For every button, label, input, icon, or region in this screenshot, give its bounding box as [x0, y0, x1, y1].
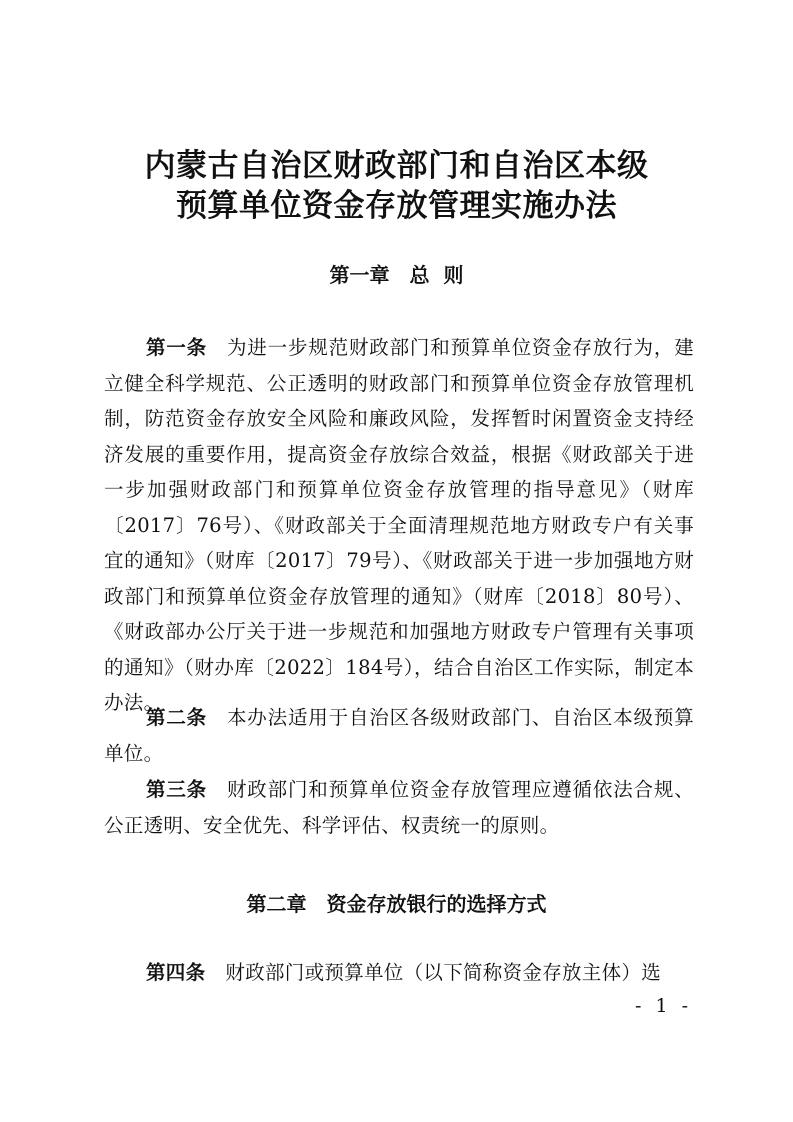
document-title-line-1: 内蒙古自治区财政部门和自治区本级	[144, 148, 649, 184]
chapter-1-heading: 第一章 总 则	[329, 263, 464, 287]
article-2-label: 第二条	[146, 706, 207, 729]
article-2-text: 本办法适用于自治区各级财政部门、自治区本级预算单位。	[104, 706, 694, 765]
article-4-text: 财政部门或预算单位（以下简称资金存放主体）选	[225, 961, 662, 984]
article-3-text: 财政部门和预算单位资金存放管理应遵循依法合规、公正透明、安全优先、科学评估、权责统一的原则。	[104, 778, 694, 837]
article-3	[104, 772, 694, 843]
article-3-label: 第三条	[146, 778, 207, 801]
article-2	[104, 700, 694, 771]
article-1-text: 为进一步规范财政部门和预算单位资金存放行为，建立健全科学规范、公正透明的财政部门和预算单位资金存放管理机制，防范资金存放安全风险和廉政风险，发挥暂时闲置资金支持经济发展的重要作用，提高资金存放综合效益，根据《财政部关于进一步加强财政部门和预算单位资金存放管理的指导意见》（财库〔2017〕76号）、《财政部关于全面清理规范地方财政专户有关事宜的通知》（财库〔2017〕79号）、《财政部关于进一步加强地方财政部门和预算单位资金存放管理的通知》（财库〔2018〕80号）、《财政部办公厅关于进一步规范和加强地方财政专户管理有关事项的通知》（财办库〔2022〕184号），结合自治区工作实际，制定本办法。	[104, 336, 694, 714]
chapter-2-heading: 第二章 资金存放银行的选择方式	[246, 892, 547, 916]
article-4	[104, 955, 694, 991]
document-title-line-2: 预算单位资金存放管理实施办法	[176, 188, 617, 224]
page-number: - 1 -	[634, 995, 692, 1017]
article-1-label: 第一条	[146, 336, 207, 359]
article-4-label: 第四条	[146, 961, 206, 984]
article-1	[104, 330, 694, 721]
